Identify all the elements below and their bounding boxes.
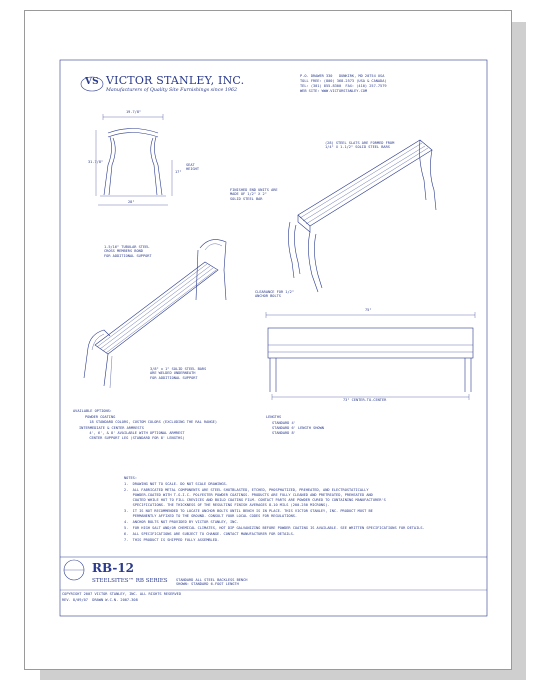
note-line: 6. ALL SPECIFICATIONS ARE SUBJECT TO CHANGE. CONTACT MANUFACTURER FOR DETAILS. bbox=[124, 532, 295, 536]
options-line: POWDER COATING bbox=[85, 415, 116, 419]
end-elevation-view bbox=[96, 114, 172, 205]
company-tagline: Manufacturers of Quality Site Furnishings since 1962 bbox=[106, 88, 238, 93]
dim-side-height: 31-7/8" bbox=[88, 160, 104, 164]
lengths-title: LENGTHS bbox=[266, 415, 282, 419]
dim-base-width: 28" bbox=[128, 200, 135, 204]
note-line: 1. DRAWING NOT TO SCALE. DO NOT SCALE DRAWINGS. bbox=[124, 482, 228, 486]
contact-line-2: TOLL FREE: (800) 368-2573 (USA & CANADA) bbox=[300, 79, 387, 83]
series-name: STEELSITES™ RB SERIES bbox=[92, 578, 168, 584]
options-title: AVAILABLE OPTIONS: bbox=[73, 409, 112, 413]
copyright: COPYRIGHT 2007 VICTOR STANLEY, INC. ALL RIGHTS RESERVED bbox=[62, 592, 181, 596]
perspective-bench-right bbox=[288, 140, 436, 292]
callout-anchor: CLEARANCE FOR 1/2" ANCHOR BOLTS bbox=[255, 290, 294, 299]
note-line: SPECIFICATIONS. THE THICKNESS OF THE RESULTING FINISH AVERAGES 8-10 MILS (200-250 MICRONS). bbox=[124, 503, 330, 507]
options-line: INTERMEDIATE & CENTER ARMRESTS bbox=[79, 426, 144, 430]
callout-end-units: FINISHED END UNITS ARE MADE OF 1/2" X 2" SOLID STEEL BAR bbox=[230, 188, 278, 201]
dim-center-to-center: 73" CENTER-TO-CENTER bbox=[343, 398, 387, 402]
dim-top-width: 19-7/8" bbox=[126, 110, 142, 114]
product-description: STANDARD ALL STEEL BACKLESS BENCH SHOWN: STANDARD 6-FOOT LENGTH bbox=[176, 578, 248, 587]
contact-line-1: P.O. DRAWER 330 DUNKIRK, MD 20754 USA bbox=[300, 74, 385, 78]
contact-line-4: WEB SITE: WWW.VICTORSTANLEY.COM bbox=[300, 89, 368, 93]
options-line: 18 STANDARD COLORS, CUSTOM COLORS (EXCLUDING THE RAL RANGE) bbox=[85, 420, 217, 424]
revision: REV. 8/09/07 DRAWN W.C.N. 2007-308 bbox=[62, 598, 138, 602]
note-line: 4. ANCHOR BOLTS NOT PROVIDED BY VICTOR STANLEY, INC. bbox=[124, 520, 239, 524]
lengths-line: STANDARD 4' bbox=[272, 421, 296, 425]
dim-overall-length: 75" bbox=[365, 308, 372, 312]
note-line: COATED WHILE HOT TO FILL CREVICES AND BUILD COATING FILM. CONTACT PARTS ARE POWDER CURED TO CONTAINING MANUFACTURER'S bbox=[124, 498, 386, 502]
model-number: RB-12 bbox=[92, 561, 135, 575]
options-line: 4', 6', & 8' AVAILABLE WITH OPTIONAL ARMREST bbox=[85, 431, 185, 435]
callout-solid-bars: 3/8" x 1" SOLID STEEL BARS ARE WELDED UNDERNEATH FOR ADDITIONAL SUPPORT bbox=[150, 367, 207, 380]
logo-mark: VS bbox=[85, 77, 99, 87]
perspective-bench-left bbox=[84, 240, 226, 388]
company-name: VICTOR STANLEY, INC. bbox=[106, 74, 245, 87]
dim-seat-height: 17" bbox=[175, 170, 182, 174]
note-line: POWDER-COATED WITH T.G.I.C. POLYESTER POWDER COATINGS. PRODUCTS ARE FULLY CLEANED AND PRETREATED, PREHEATED AND bbox=[124, 493, 373, 497]
note-line: PERMANENTLY AFFIXED TO THE GROUND. CONSULT YOUR LOCAL CODES FOR REGULATIONS. bbox=[124, 514, 298, 518]
lengths-line: STANDARD 8' bbox=[272, 431, 296, 435]
note-line: 7. THIS PRODUCT IS SHIPPED FULLY ASSEMBLED. bbox=[124, 538, 220, 542]
note-line: 2. ALL FABRICATED METAL COMPONENTS ARE STEEL SHOTBLASTED, ETCHED, PHOSPHATIZED, PREHEATED, AND ELECTROSTATICALLY bbox=[124, 488, 369, 492]
callout-cross-members: 1-5/16" TUBULAR STEEL CROSS MEMBERS BOND FOR ADDITIONAL SUPPORT bbox=[104, 245, 152, 258]
note-line: 3. IT IS NOT RECOMMENDED TO LOCATE ANCHOR BOLTS UNTIL BENCH IS IN PLACE. THIS VICTOR STANLEY, INC. PRODUCT MUST BE bbox=[124, 509, 373, 513]
options-line: CENTER SUPPORT LEG (STANDARD FOR 8' LENGTHS) bbox=[85, 436, 185, 440]
dim-seat-height-label: SEAT HEIGHT bbox=[186, 163, 199, 172]
lengths-line: STANDARD 6' LENGTH SHOWN bbox=[272, 426, 324, 430]
note-line: 5. FOR HIGH SALT AND/OR CHEMICAL CLIMATES, HOT DIP GALVANIZING BEFORE POWDER COATING IS AVAILABLE. SEE WRITTEN SPECIFICATIONS FOR DETAILS. bbox=[124, 526, 425, 530]
notes-title: NOTES: bbox=[124, 476, 137, 480]
callout-slats: (28) STEEL SLATS ARE FORMED FROM 1/4" X 1-1/2" SOLID STEEL BARS bbox=[325, 141, 395, 150]
front-elevation-view bbox=[266, 312, 475, 400]
contact-line-3: TEL: (301) 855-8300 FAX: (410) 257-7579 bbox=[300, 84, 387, 88]
